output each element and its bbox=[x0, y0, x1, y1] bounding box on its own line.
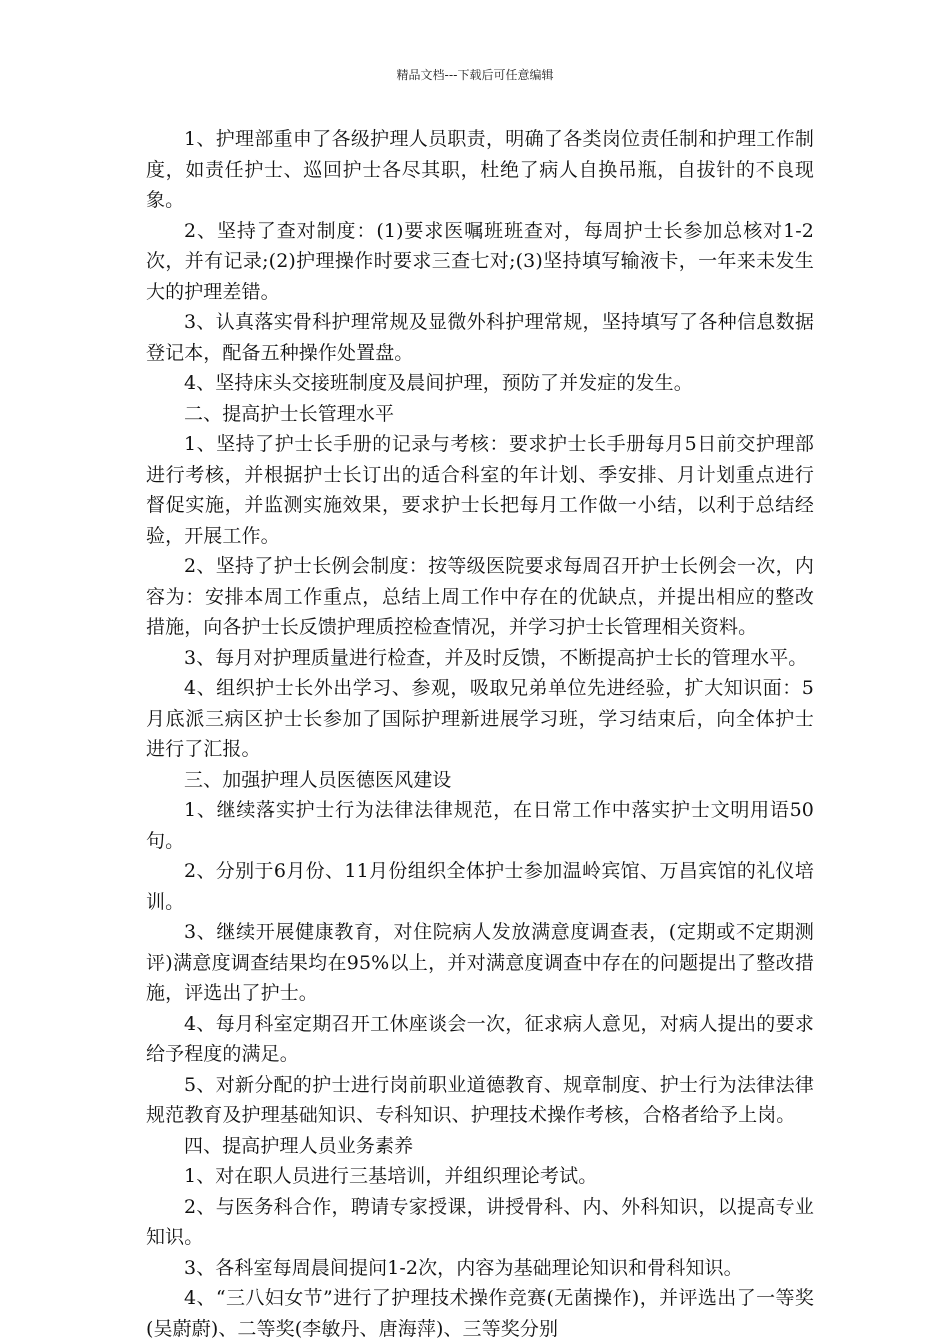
section-heading-4: 四、提高护理人员业务素养 bbox=[184, 1134, 414, 1157]
paragraph-3-5: 5、对新分配的护士进行岗前职业道德教育、规章制度、护士行为法律法律规范教育及护理基础知识、专科知识、护理技术操作考核，合格者给予上岗。 bbox=[146, 1073, 814, 1126]
paragraph-2-4: 4、组织护士长外出学习、参观，吸取兄弟单位先进经验，扩大知识面：5月底派三病区护士长参加了国际护理新进展学习班，学习结束后，向全体护士进行了汇报。 bbox=[146, 677, 814, 760]
paragraph-2-1: 1、坚持了护士长手册的记录与考核：要求护士长手册每月5日前交护理部进行考核，并根据护士长订出的适合科室的年计划、季安排、月计划重点进行督促实施，并监测实施效果，要求护士长把每月工作做一小结，以利于总结经验，开展工作。 bbox=[146, 433, 814, 547]
paragraph-2-2: 2、坚持了护士长例会制度：按等级医院要求每周召开护士长例会一次，内容为：安排本周工作重点，总结上周工作中存在的优缺点，并提出相应的整改措施，向各护士长反馈护理质控检查情况，并学习护士长管理相关资料。 bbox=[146, 555, 814, 638]
paragraph-4-2: 2、与医务科合作，聘请专家授课，讲授骨科、内、外科知识，以提高专业知识。 bbox=[146, 1195, 814, 1248]
paragraph-4-3: 3、各科室每周晨间提问1-2次，内容为基础理论知识和骨科知识。 bbox=[184, 1256, 743, 1279]
paragraph-3-2: 2、分别于6月份、11月份组织全体护士参加温岭宾馆、万昌宾馆的礼仪培训。 bbox=[146, 860, 814, 913]
paragraph-2-3: 3、每月对护理质量进行检查，并及时反馈，不断提高护士长的管理水平。 bbox=[184, 646, 808, 669]
paragraph-1-2: 2、坚持了查对制度：(1)要求医嘱班班查对，每周护士长参加总核对1-2次，并有记录;(2)护理操作时要求三查七对;(3)坚持填写输液卡，一年来未发生大的护理差错。 bbox=[146, 219, 814, 303]
paragraph-1-3: 3、认真落实骨科护理常规及显微外科护理常规，坚持填写了各种信息数据登记本，配备五种操作处置盘。 bbox=[146, 311, 814, 364]
paragraph-1-4: 4、坚持床头交接班制度及晨间护理，预防了并发症的发生。 bbox=[184, 372, 693, 394]
paragraph-1-1: 1、护理部重申了各级护理人员职责，明确了各类岗位责任制和护理工作制度，如责任护士、巡回护士各尽其职，杜绝了病人自换吊瓶，自拔针的不良现象。 bbox=[146, 128, 814, 211]
paragraph-3-4: 4、每月科室定期召开工休座谈会一次，征求病人意见，对病人提出的要求给予程度的满足。 bbox=[146, 1012, 814, 1065]
section-heading-2: 二、提高护士长管理水平 bbox=[184, 402, 395, 425]
paragraph-4-1: 1、对在职人员进行三基培训，并组织理论考试。 bbox=[184, 1165, 598, 1187]
paragraph-3-3: 3、继续开展健康教育，对住院病人发放满意度调查表，(定期或不定期测评)满意度调查结果均在95%以上，并对满意度调查中存在的问题提出了整改措施，评选出了护士。 bbox=[146, 921, 814, 1004]
paragraph-4-4: 4、“三八妇女节”进行了护理技术操作竞赛(无菌操作)，并评选出了一等奖(吴蔚蔚)、二等奖(李敏丹、唐海萍)、三等奖分别 bbox=[146, 1287, 814, 1340]
document-body bbox=[146, 124, 814, 1344]
paragraph-3-1: 1、继续落实护士行为法律法律规范，在日常工作中落实护士文明用语50句。 bbox=[146, 799, 814, 852]
page-header: 精品文档---下载后可任意编辑 bbox=[396, 68, 554, 82]
section-heading-3: 三、加强护理人员医德医风建设 bbox=[184, 768, 452, 791]
